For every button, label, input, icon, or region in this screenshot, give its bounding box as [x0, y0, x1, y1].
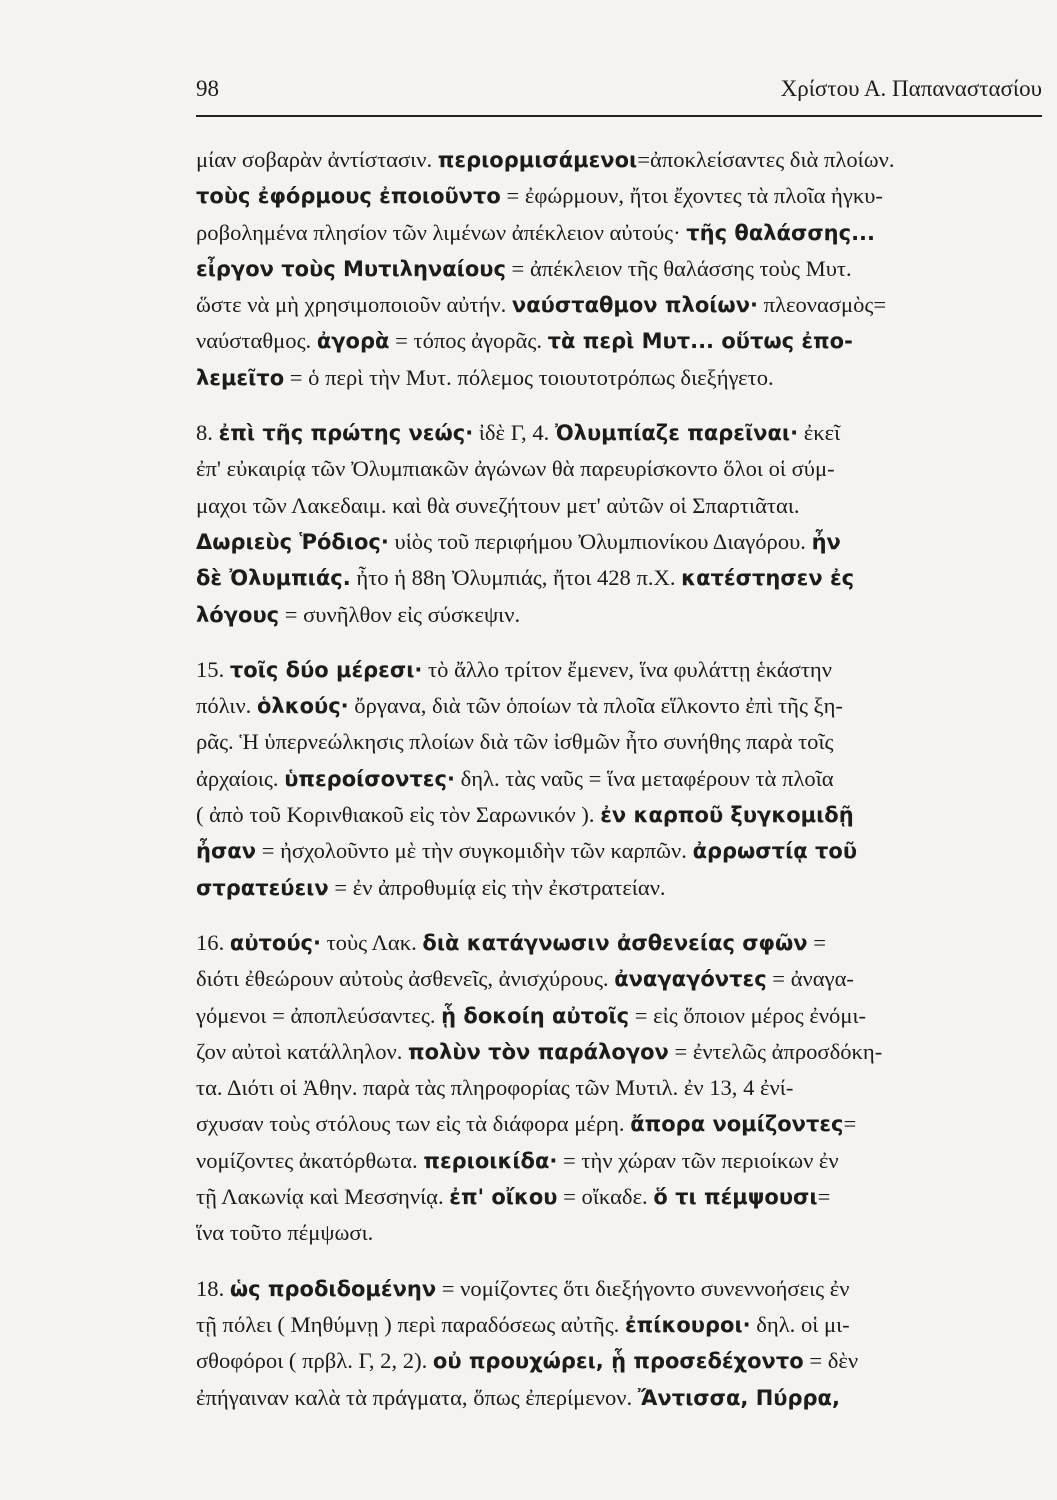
header-rule: [196, 115, 1042, 117]
gloss-text: ἵνα τοῦτο πέμψωσι.: [196, 1220, 374, 1246]
lemma-term: ναύσταθμον πλοίων·: [511, 293, 758, 318]
gloss-text: = δὲν: [803, 1348, 859, 1374]
gloss-text: τα. Διότι οἱ Ἀθην. παρὰ τὰς πληροφορίας τῶν Μυτιλ. ἐν 13, 4 ἐνί-: [196, 1075, 794, 1101]
gloss-text: = ἠσχολοῦντο μὲ τὴν συγκομιδὴν τῶν καρπῶν.: [256, 838, 693, 864]
text-line: [196, 524, 1042, 560]
lemma-term: πολὺν τὸν παράλογον: [408, 1039, 669, 1064]
gloss-text: ἀρχαίοις.: [196, 765, 285, 791]
gloss-text: δηλ. οἱ μι-: [750, 1311, 850, 1337]
gloss-text: 8.: [196, 420, 219, 446]
gloss-text: ὄργανα, διὰ τῶν ὁποίων τὰ πλοῖα εἵλκοντο ἐπὶ τῆς ξη-: [348, 693, 843, 719]
text-line: [196, 1343, 1042, 1379]
text-line: [196, 688, 1042, 724]
gloss-text: = ἐφώρμουν, ἤτοι ἔχοντες τὰ πλοῖα ἠγκυ-: [500, 183, 883, 209]
text-line: [196, 251, 1042, 287]
lemma-term: ἀναγαγόντες: [614, 967, 767, 992]
lemma-term: ἐν καρποῦ ξυγκομιδῇ: [600, 803, 854, 828]
text-line: [196, 998, 1042, 1034]
text-line: [196, 1070, 1042, 1106]
lemma-term: περιορμισάμενοι: [437, 148, 638, 172]
lemma-term: ᾗ δοκοίη αὐτοῖς: [441, 1003, 630, 1028]
text-line: [196, 870, 1042, 906]
text-line: [196, 961, 1042, 997]
lemma-term: τοῖς δύο μέρεσι·: [229, 657, 423, 682]
gloss-text: ροβολημένα πλησίον τῶν λιμένων ἀπέκλειον αὐτούς·: [196, 219, 687, 245]
gloss-text: διότι ἐθεώρουν αὐτοὺς ἀσθενεῖς, ἀνισχύρους.: [196, 966, 615, 992]
text-line: [196, 925, 1042, 961]
paragraph: [196, 415, 1042, 633]
lemma-term: ἦν: [811, 529, 841, 554]
gloss-text: γόμενοι = ἀποπλεύσαντες.: [196, 1002, 442, 1028]
paragraph: [196, 142, 1042, 396]
lemma-term: ἐπὶ τῆς πρώτης νεώς·: [218, 421, 474, 446]
gloss-text: υἱὸς τοῦ περιφήμου Ὀλυμπιονίκου Διαγόρου.: [388, 528, 812, 554]
text-line: [196, 1106, 1042, 1142]
paragraph: [196, 1271, 1042, 1416]
lemma-term: εἶργον τοὺς Μυτιληναίους: [196, 256, 506, 281]
paragraph: [196, 925, 1042, 1252]
lemma-term: ὁλκούς·: [256, 694, 349, 719]
running-title: Χρίστου Α. Παπαναστασίου: [780, 76, 1042, 101]
text-line: [196, 215, 1042, 251]
text-line: [196, 1215, 1042, 1251]
text-line: [196, 287, 1042, 323]
gloss-text: σθοφόροι ( πρβλ. Γ, 2, 2).: [196, 1348, 433, 1374]
gloss-text: = εἰς ὅποιον μέρος ἐνόμι-: [629, 1002, 867, 1028]
text-line: [196, 360, 1042, 396]
lemma-term: ἐπ' οἴκου: [449, 1185, 558, 1210]
lemma-term: λεμεῖτο: [196, 365, 285, 390]
lemma-term: ὑπεροίσοντες·: [284, 766, 455, 791]
gloss-text: = ἐν ἀπροθυμίᾳ εἰς τὴν ἐκστρατείαν.: [328, 874, 666, 900]
gloss-text: τὸ ἄλλο τρίτον ἔμενεν, ἵνα φυλάττῃ ἑκάστην: [422, 656, 832, 682]
lemma-term: ὡς προδιδομένην: [229, 1276, 437, 1301]
lemma-term: αὐτούς·: [229, 930, 321, 955]
gloss-text: = ἀναγα-: [766, 966, 854, 992]
text-line: [196, 597, 1042, 633]
lemma-term: Ἄντισσα, Πύρρα,: [637, 1385, 840, 1410]
lemma-term: τοὺς ἐφόρμους ἐποιοῦντο: [196, 184, 501, 209]
gloss-text: μαχοι τῶν Λακεδαιμ. καὶ θὰ συνεζήτουν μετ' αὐτῶν οἱ Σπαρτιᾶται.: [196, 492, 800, 518]
lemma-term: ἐπίκουροι·: [624, 1312, 751, 1337]
gloss-text: ἦτο ἡ 88η Ὀλυμπιάς, ἤτοι 428 π.Χ.: [350, 565, 682, 591]
gloss-text: 16.: [196, 929, 230, 955]
text-line: [196, 1143, 1042, 1179]
gloss-text: 18.: [196, 1275, 230, 1301]
lemma-term: ἄπορα νομίζοντες: [630, 1112, 844, 1137]
text-line: [196, 1271, 1042, 1307]
gloss-text: δηλ. τὰς ναῦς = ἵνα μεταφέρουν τὰ πλοῖα: [454, 765, 834, 791]
text-line: [196, 1380, 1042, 1416]
gloss-text: ( ἀπὸ τοῦ Κορινθιακοῦ εἰς τὸν Σαρωνικόν ).: [196, 802, 601, 828]
text-line: [196, 451, 1042, 487]
page-number: 98: [196, 76, 219, 101]
lemma-term: λόγους: [196, 602, 280, 627]
gloss-text: σχυσαν τοὺς στόλους των εἰς τὰ διάφορα μέρη.: [196, 1111, 631, 1137]
text-line: [196, 833, 1042, 869]
gloss-text: = τὴν χώραν τῶν περιοίκων ἐν: [557, 1147, 839, 1173]
gloss-text: ἐπήγαιναν καλὰ τὰ πράγματα, ὅπως ἐπερίμενον.: [196, 1384, 638, 1410]
commentary-body: [196, 142, 1042, 1416]
gloss-text: = ἐντελῶς ἀπροσδόκη-: [668, 1038, 883, 1064]
text-line: [196, 652, 1042, 688]
gloss-text: μίαν σοβαρὰν ἀντίστασιν.: [196, 147, 438, 172]
lemma-term: διὰ κατάγνωσιν ἀσθενείας σφῶν: [422, 930, 808, 955]
gloss-text: πόλιν.: [196, 693, 257, 719]
text-line: [196, 142, 1042, 178]
gloss-text: =ἀποκλείσαντες διὰ πλοίων.: [637, 147, 895, 172]
text-line: [196, 724, 1042, 760]
lemma-term: δὲ Ὀλυμπιάς.: [196, 566, 351, 591]
gloss-text: τοὺς Λακ.: [320, 929, 423, 955]
text-line: [196, 761, 1042, 797]
lemma-term: ἀρρωστίᾳ τοῦ: [692, 839, 857, 864]
lemma-term: ἦσαν: [196, 839, 257, 864]
gloss-text: ἐκεῖ: [798, 420, 841, 446]
lemma-term: τὰ περὶ Μυτ... οὕτως ἐπο-: [547, 329, 853, 354]
lemma-term: Ὀλυμπίαζε παρεῖναι·: [554, 421, 799, 446]
text-line: [196, 1307, 1042, 1343]
gloss-text: ἰδὲ Γ, 4.: [473, 420, 555, 446]
gloss-text: = νομίζοντες ὅτι διεξήγοντο συνεννοήσεις ἐν: [436, 1275, 850, 1301]
gloss-text: ζον αὐτοὶ κατάλληλον.: [196, 1038, 409, 1064]
gloss-text: = συνῆλθον εἰς σύσκεψιν.: [279, 601, 521, 627]
gloss-text: τῇ πόλει ( Μηθύμνῃ ) περὶ παραδόσεως αὐτῆς.: [196, 1311, 625, 1337]
text-line: [196, 488, 1042, 524]
gloss-text: ὥστε νὰ μὴ χρησιμοποιοῦν αὐτήν.: [196, 292, 512, 318]
gloss-text: =: [807, 929, 826, 955]
gloss-text: νομίζοντες ἀκατόρθωτα.: [196, 1147, 424, 1173]
lemma-term: στρατεύειν: [196, 875, 329, 900]
gloss-text: =: [817, 1184, 831, 1210]
gloss-text: = τόπος ἀγορᾶς.: [389, 328, 548, 354]
paragraph: [196, 652, 1042, 906]
lemma-term: περιοικίδα·: [423, 1148, 558, 1173]
lemma-term: ἀγορὰ: [316, 329, 390, 354]
text-line: [196, 415, 1042, 451]
text-line: [196, 178, 1042, 214]
lemma-term: τῆς θαλάσσης...: [686, 220, 876, 245]
lemma-term: κατέστησεν ἐς: [681, 566, 855, 591]
gloss-text: = ὁ περὶ τὴν Μυτ. πόλεμος τοιουτοτρόπως διεξήγετο.: [284, 364, 774, 390]
gloss-text: τῇ Λακωνίᾳ καὶ Μεσσηνίᾳ.: [196, 1184, 450, 1210]
gloss-text: ρᾶς. Ἡ ὑπερνεώλκησις πλοίων διὰ τῶν ἰσθμῶν ἦτο συνήθης παρὰ τοῖς: [196, 729, 834, 755]
gloss-text: ἐπ' εὐκαιρίᾳ τῶν Ὀλυμπιακῶν ἀγώνων θὰ παρευρίσκοντο ὅλοι οἱ σύμ-: [196, 456, 835, 482]
text-line: [196, 1034, 1042, 1070]
gloss-text: ναύσταθμος.: [196, 328, 317, 354]
lemma-term: ὅ τι πέμψουσι: [653, 1185, 818, 1210]
gloss-text: πλεονασμὸς=: [757, 292, 887, 318]
text-line: [196, 560, 1042, 596]
gloss-text: =: [843, 1111, 857, 1137]
gloss-text: = οἴκαδε.: [557, 1184, 654, 1210]
gloss-text: 15.: [196, 656, 230, 682]
text-line: [196, 1179, 1042, 1215]
lemma-term: οὐ προυχώρει, ᾗ προσεδέχοντο: [432, 1349, 804, 1374]
lemma-term: Δωριεὺς Ῥόδιος·: [196, 529, 389, 554]
running-header: [196, 76, 1042, 106]
text-line: [196, 797, 1042, 833]
gloss-text: = ἀπέκλειον τῆς θαλάσσης τοὺς Μυτ.: [505, 255, 852, 281]
text-line: [196, 323, 1042, 359]
